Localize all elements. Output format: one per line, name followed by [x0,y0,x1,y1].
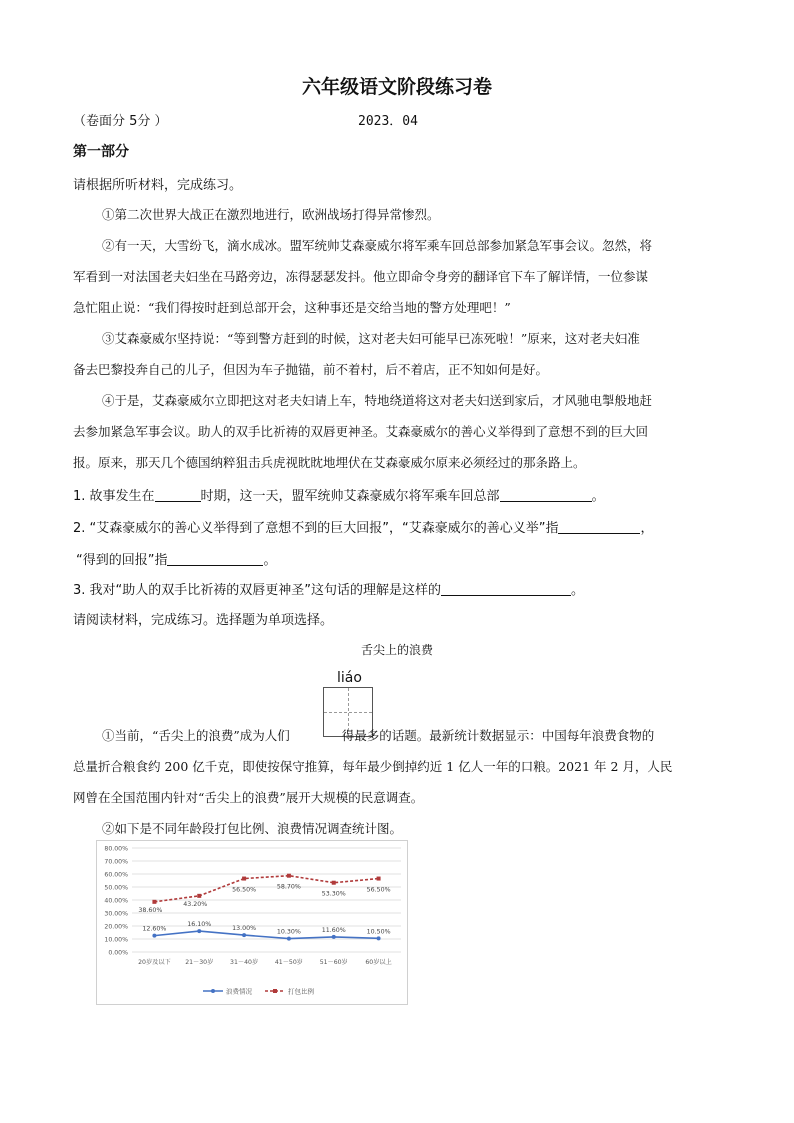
x-tick-label: 20岁及以下 [138,959,171,966]
legend-marker [211,989,215,993]
page-title: 六年级语文阶段练习卷 [301,76,492,98]
passage1-line: ②有一天，大雪纷飞，滴水成冰。盟军统帅艾森豪威尔将军乘车回总部参加紧急军事会议。忽然，将 [102,238,653,253]
data-point [332,935,336,939]
data-label: 58.70% [276,883,301,891]
data-point [197,894,201,898]
data-label: 10.50% [366,928,391,936]
data-point [332,881,336,885]
y-tick-label: 0.00% [108,949,128,957]
exam-date: 2023．04 [358,114,418,129]
passage1-line: ①第二次世界大战正在激烈地进行，欧洲战场打得异常惨烈。 [102,207,440,222]
data-label: 38.60% [138,906,163,914]
x-tick-label: 31－40岁 [230,959,259,966]
answer-blank[interactable] [155,487,201,502]
y-tick-label: 30.00% [104,910,128,918]
data-point [377,877,381,881]
pinyin-prompt: liáo [337,670,362,686]
x-tick-label: 51－60岁 [319,959,348,966]
legend-label: 浪费情况 [226,987,252,996]
instruction-read: 请阅读材料，完成练习。选择题为单项选择。 [73,613,334,628]
passage2-line: 总量折合粮食约 200 亿千克，即使按保守推算，每年最少倒掉约近 1 亿人一年的口粮。2021 年 2 月，人民 [73,759,673,774]
series-line-2 [154,876,378,902]
data-point [242,877,246,881]
legend-label: 打包比例 [288,987,314,996]
passage1-line: 去参加紧急军事会议。助人的双手比祈祷的双唇更神圣。艾森豪威尔的善心义举得到了意想不到的巨大回 [73,424,649,439]
y-tick-label: 70.00% [104,858,128,866]
y-tick-label: 10.00% [104,936,128,944]
data-label: 13.00% [232,925,257,933]
answer-blank[interactable] [167,551,263,566]
passage2-title: 舌尖上的浪费 [360,643,433,657]
passage1-line: ③艾森豪威尔坚持说：“等到警方赶到的时候，这对老夫妇可能早已冻死啦！”原来，这对老夫妇准 [102,331,640,346]
data-point [287,874,291,878]
x-tick-label: 21－30岁 [185,959,214,966]
passage2-line: ①当前，“舌尖上的浪费”成为人们 得最多的话题。最新统计数据显示：中国每年浪费食物的 [102,728,655,743]
data-point [197,929,201,933]
x-tick-label: 41－50岁 [274,959,303,966]
data-point [152,900,156,904]
line-chart [97,842,407,1004]
answer-blank[interactable] [500,487,592,502]
instruction-listen: 请根据所听材料，完成练习。 [73,178,243,193]
data-label: 11.60% [321,926,346,934]
y-tick-label: 40.00% [104,897,128,905]
legend-marker [273,989,277,993]
data-label: 43.20% [183,900,208,908]
data-point [377,936,381,940]
data-label: 53.30% [321,890,346,898]
answer-blank[interactable] [441,581,571,596]
data-label: 56.50% [366,886,391,894]
data-point [287,937,291,941]
question-2: 2. “艾森豪威尔的善心义举得到了意想不到的巨大回报”，“艾森豪威尔的善心义举”指 ， [73,521,654,536]
question-3: 3. 我对“助人的双手比祈祷的双唇更神圣”这句话的理解是这样的 。 [73,583,585,598]
x-tick-label: 60岁以上 [365,959,392,966]
passage2-line: 网曾在全国范围内针对“舌尖上的浪费”展开大规模的民意调查。 [73,790,424,805]
score-note: （卷面分 5分 ） [73,114,168,129]
data-point [242,933,246,937]
passage1-line: 军看到一对法国老夫妇坐在马路旁边，冻得瑟瑟发抖。他立即命令身旁的翻译官下车了解详情，一位参谋 [73,269,649,284]
question-1: 1. 故事发生在 时期，这一天，盟军统帅艾森豪威尔将军乘车回总部 。 [73,489,605,504]
y-tick-label: 50.00% [104,884,128,892]
section-heading: 第一部分 [73,144,129,160]
question-2-cont: “得到的回报”指 。 [76,553,277,568]
answer-blank[interactable] [558,519,640,534]
data-label: 16.10% [187,921,212,929]
y-tick-label: 20.00% [104,923,128,931]
passage1-line: 急忙阻止说：“我们得按时赶到总部开会，这种事还是交给当地的警方处理吧！” [73,300,511,315]
passage2-line: ②如下是不同年龄段打包比例、浪费情况调查统计图。 [102,821,403,836]
y-tick-label: 80.00% [104,845,128,853]
data-label: 10.30% [276,928,301,936]
passage1-line: 报。原来，那天几个德国纳粹狙击兵虎视眈眈地埋伏在艾森豪威尔原来必须经过的那条路上。 [73,455,586,470]
y-tick-label: 60.00% [104,871,128,879]
data-label: 12.60% [142,925,167,933]
data-point [152,934,156,938]
data-label: 56.50% [232,886,257,894]
passage1-line: 备去巴黎投奔自己的儿子，但因为车子抛锚，前不着村，后不着店，正不知如何是好。 [73,362,549,377]
passage1-line: ④于是，艾森豪威尔立即把这对老夫妇请上车，特地绕道将这对老夫妇送到家后，才风驰电掣般地赶 [102,393,653,408]
